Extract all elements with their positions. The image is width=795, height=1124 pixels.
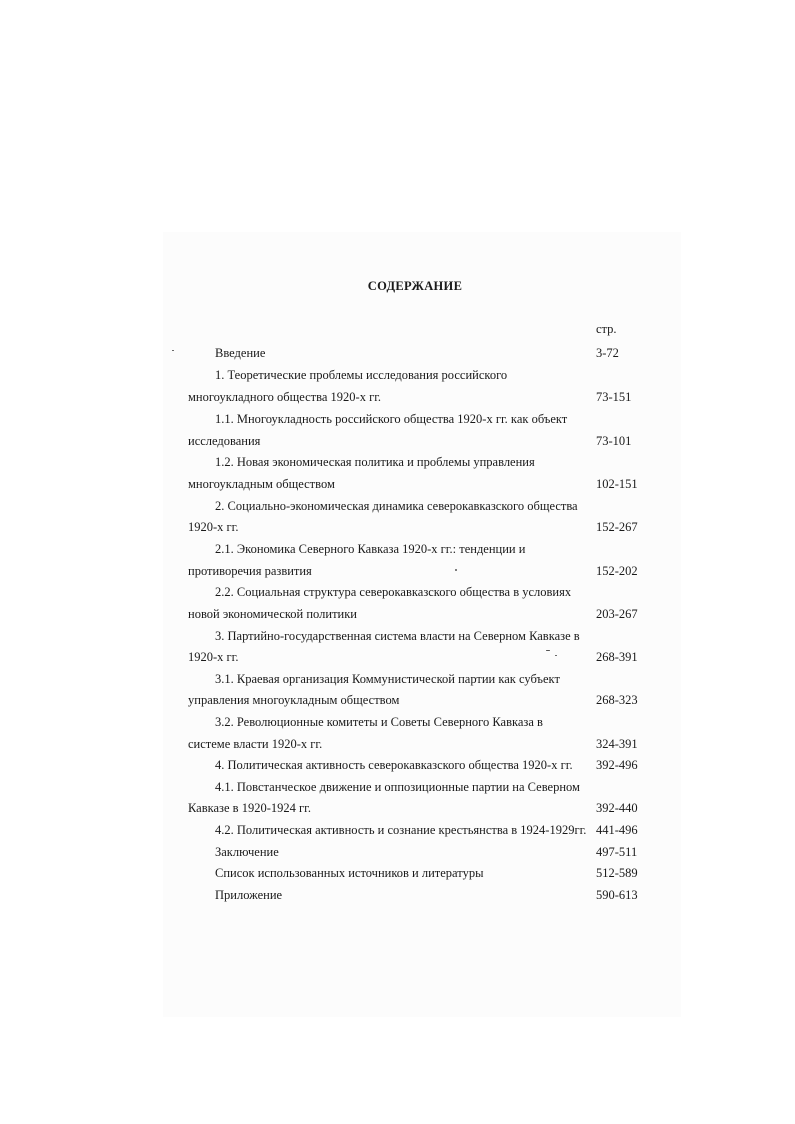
toc-entry-line: 2.2. Социальная структура северокавказского общества в условиях — [215, 585, 572, 599]
toc-entry-page: 324-391 — [596, 737, 638, 751]
scan-speck — [455, 569, 457, 571]
toc-entry-page: 392-496 — [596, 758, 638, 772]
toc-entry-line: 3. Партийно-государственная система власти на Северном Кавказе в — [215, 629, 580, 643]
toc-entry-line: 3.2. Революционные комитеты и Советы Северного Кавказа в — [215, 715, 543, 729]
toc-entry-line: 1.1. Многоукладность российского общества 1920-х гг. как объект — [215, 412, 568, 426]
toc-entry-page: 590-613 — [596, 888, 638, 902]
page-title: СОДЕРЖАНИЕ — [367, 279, 463, 293]
toc-entry-line: Приложение — [215, 888, 283, 902]
toc-entry-page: 268-323 — [596, 693, 638, 707]
toc-entry-line: многоукладного общества 1920-х гг. — [188, 390, 382, 404]
scan-speck — [546, 650, 550, 651]
toc-entry-page: 152-202 — [596, 564, 638, 578]
toc-entry-page: 152-267 — [596, 520, 638, 534]
toc-entry-line: Заключение — [215, 845, 279, 859]
toc-entry-line: 4.1. Повстанческое движение и оппозиционные партии на Северном — [215, 780, 580, 794]
toc-entry-page: 497-511 — [596, 845, 638, 859]
toc-entry-line: 4. Политическая активность северокавказского общества 1920-х гг. — [215, 758, 573, 772]
toc-entry-page: 441-496 — [596, 823, 638, 837]
toc-entry-page: 102-151 — [596, 477, 638, 491]
scan-speck — [172, 350, 174, 351]
toc-entry-line: многоукладным обществом — [188, 477, 335, 491]
toc-entry-page: 512-589 — [596, 866, 638, 880]
toc-entry-page: 203-267 — [596, 607, 638, 621]
toc-entry-line: исследования — [188, 434, 261, 448]
toc-entry-line: 3.1. Краевая организация Коммунистической партии как субъект — [215, 672, 560, 686]
toc-entry-line: Введение — [215, 346, 266, 360]
toc-entry-page: 3-72 — [596, 346, 619, 360]
toc-entry-line: 1.2. Новая экономическая политика и проблемы управления — [215, 455, 535, 469]
toc-entry-line: противоречия развития — [188, 564, 312, 578]
toc-entry-line: 2.1. Экономика Северного Кавказа 1920-х гг.: тенденции и — [215, 542, 526, 556]
toc-entry-line: Список использованных источников и литературы — [215, 866, 484, 880]
toc-entry-line: 1920-х гг. — [188, 520, 239, 534]
toc-entry-line: Кавказе в 1920-1924 гг. — [188, 801, 311, 815]
toc-entry-page: 73-101 — [596, 434, 632, 448]
toc-entry-line: 4.2. Политическая активность и сознание крестьянства в 1924-1929гг. — [215, 823, 587, 837]
toc-entry-line: управления многоукладным обществом — [188, 693, 400, 707]
toc-entry-line: новой экономической политики — [188, 607, 357, 621]
toc-entry-line: системе власти 1920-х гг. — [188, 737, 323, 751]
toc-entry-page: 73-151 — [596, 390, 632, 404]
toc-entry-page: 268-391 — [596, 650, 638, 664]
toc-entry-line: 1. Теоретические проблемы исследования российского — [215, 368, 508, 382]
page-column-header: стр. — [596, 322, 617, 336]
toc-entry-line: 2. Социально-экономическая динамика северокавказского общества — [215, 499, 578, 513]
toc-entry-page: 392-440 — [596, 801, 638, 815]
scan-speck — [555, 655, 557, 656]
toc-entry-line: 1920-х гг. — [188, 650, 239, 664]
